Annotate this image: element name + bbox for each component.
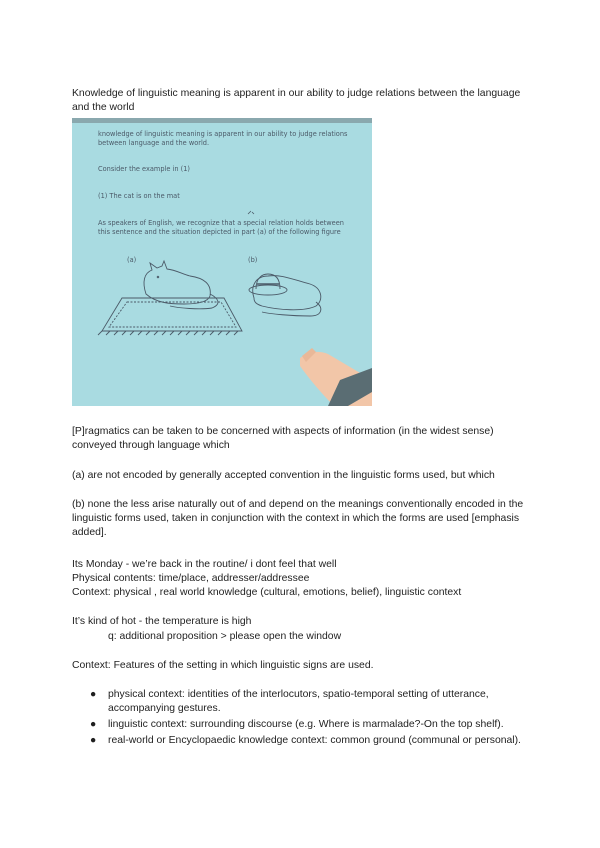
physical-contents: Physical contents: time/place, addresser/addressee: [72, 573, 310, 584]
hand-photo: [300, 348, 372, 406]
clause-a: (a) are not encoded by generally accepted convention in the linguistic forms used, but which: [72, 470, 495, 481]
board-top-edge: [72, 118, 372, 123]
list-item-text: linguistic context: surrounding discourse (e.g. Where is marmalade?-On the top shelf).: [108, 719, 504, 730]
context-line: Context: physical , real world knowledge (cultural, emotions, belief), linguistic context: [72, 587, 462, 598]
hot-line: It’s kind of hot - the temperature is high: [72, 616, 252, 627]
figure-label-a: (a): [127, 256, 137, 264]
list-item-text: physical context: identities of the interlocutors, spatio-temporal setting of utterance, accompanying gestures.: [108, 689, 489, 714]
context-list: [90, 688, 530, 750]
list-item: [90, 718, 530, 732]
list-item: [90, 734, 530, 748]
q-line: q: additional proposition > please open the window: [108, 631, 342, 642]
intro-paragraph: Knowledge of linguistic meaning is apparent in our ability to judge relations between the language and the world: [72, 88, 521, 113]
whiteboard-photo: [72, 118, 372, 406]
bullet-icon: ●: [90, 689, 97, 700]
slide-line-1: knowledge of linguistic meaning is apparent in our ability to judge relations: [98, 130, 348, 138]
slide-speakers-2: this sentence and the situation depicted in part (a) of the following figure: [98, 228, 341, 236]
list-item-text: real-world or Encyclopaedic knowledge context: common ground (communal or personal).: [108, 735, 521, 746]
list-item: [90, 688, 530, 716]
bullet-icon: ●: [90, 735, 97, 746]
context-features: Context: Features of the setting in which linguistic signs are used.: [72, 660, 374, 671]
monday-line: Its Monday - we’re back in the routine/ i dont feel that well: [72, 559, 337, 570]
cat-b-drawing: [249, 274, 321, 316]
figure-drawing: [72, 118, 372, 406]
pen-mark: [248, 211, 254, 214]
slide-example: (1) The cat is on the mat: [98, 192, 180, 200]
slide-line-2: between language and the world.: [98, 139, 210, 147]
pragmatics-definition: [P]ragmatics can be taken to be concerned with aspects of information (in the widest sense) conveyed through language which: [72, 426, 494, 451]
slide-speakers-1: As speakers of English, we recognize that a special relation holds between: [98, 219, 344, 227]
bullet-icon: ●: [90, 719, 97, 730]
figure-label-b: (b): [248, 256, 258, 264]
slide-consider: Consider the example in (1): [98, 165, 190, 173]
clause-b: (b) none the less arise naturally out of and depend on the meanings conventionally encoded in the linguistic forms used, taken in conjunction with the context in which the forms are used [emphasis added].: [72, 499, 524, 538]
